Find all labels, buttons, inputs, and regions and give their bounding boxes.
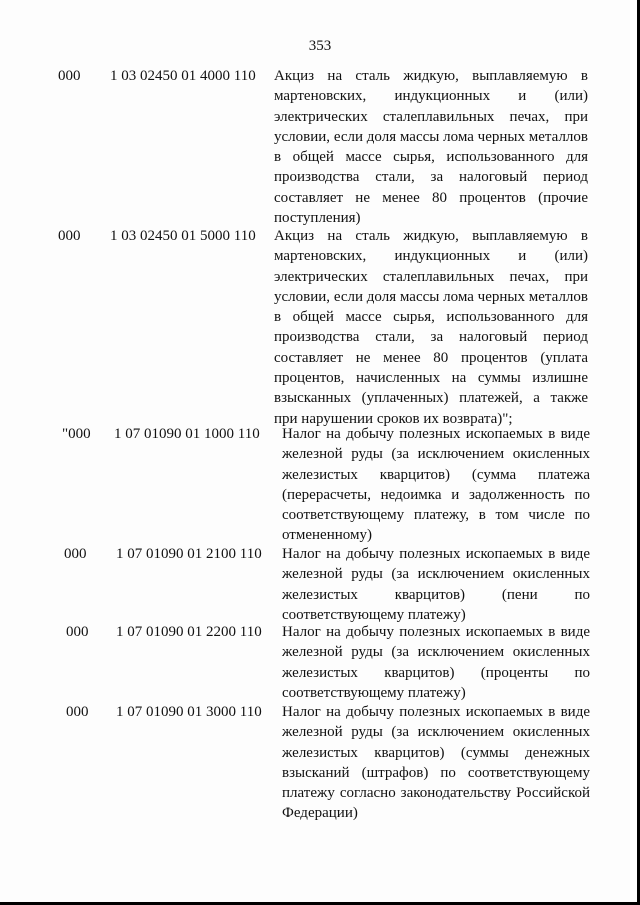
table-row — [0, 544, 640, 622]
row-description: Налог на добычу полезных ископаемых в виде железной руды (за исключением окисленных железистых кварцитов) (пени по соответствующему платежу) — [282, 546, 590, 623]
page-number: 353 — [308, 38, 332, 54]
admin-code: 000 — [64, 546, 87, 562]
admin-code: 000 — [58, 68, 81, 84]
budget-code: 1 07 01090 01 2200 110 — [116, 624, 262, 640]
row-description: Акциз на сталь жидкую, выплавляемую в мартеновских, индукционных и (или) электрических сталеплавильных печах, при условии, если доля массы лома черных металлов в общей массе сырья, использованного для производства стали, за налоговый период составляет не менее 80 процентов (прочие поступления) — [274, 68, 588, 227]
admin-code: 000 — [66, 624, 89, 640]
admin-code: 000 — [58, 228, 81, 244]
row-description: Налог на добычу полезных ископаемых в виде железной руды (за исключением окисленных железистых кварцитов) (проценты по соответствующему платежу) — [282, 624, 590, 701]
row-description: Акциз на сталь жидкую, выплавляемую в мартеновских, индукционных и (или) электрических сталеплавильных печах, при условии, если доля массы лома черных металлов в общей массе сырья, использованного для производства стали, за налоговый период составляет не менее 80 процентов (уплата процентов, начисленных на суммы излишне взысканных (уплаченных) платежей, а также при нарушении сроков их возврата)"; — [274, 228, 588, 427]
budget-code: 1 03 02450 01 5000 110 — [110, 228, 256, 244]
budget-code: 1 07 01090 01 2100 110 — [116, 546, 262, 562]
table-row — [0, 66, 640, 226]
table-row — [0, 226, 640, 427]
budget-code: 1 07 01090 01 1000 110 — [114, 426, 260, 442]
admin-code: 000 — [66, 704, 89, 720]
code-table — [0, 66, 640, 832]
admin-code: "000 — [62, 426, 91, 442]
table-row — [0, 622, 640, 702]
row-description: Налог на добычу полезных ископаемых в виде железной руды (за исключением окисленных железистых кварцитов) (сумма платежа (перерасчеты, недоимка и задолженность по соответствующему платежу, в том числе по отмененному) — [282, 426, 590, 544]
table-row — [0, 702, 640, 832]
table-row — [0, 424, 640, 544]
budget-code: 1 07 01090 01 3000 110 — [116, 704, 262, 720]
row-description: Налог на добычу полезных ископаемых в виде железной руды (за исключением окисленных железистых кварцитов) (суммы денежных взысканий (штрафов) по соответствующему платежу согласно законодательству Российской Федерации) — [282, 704, 590, 822]
budget-code: 1 03 02450 01 4000 110 — [110, 68, 256, 84]
